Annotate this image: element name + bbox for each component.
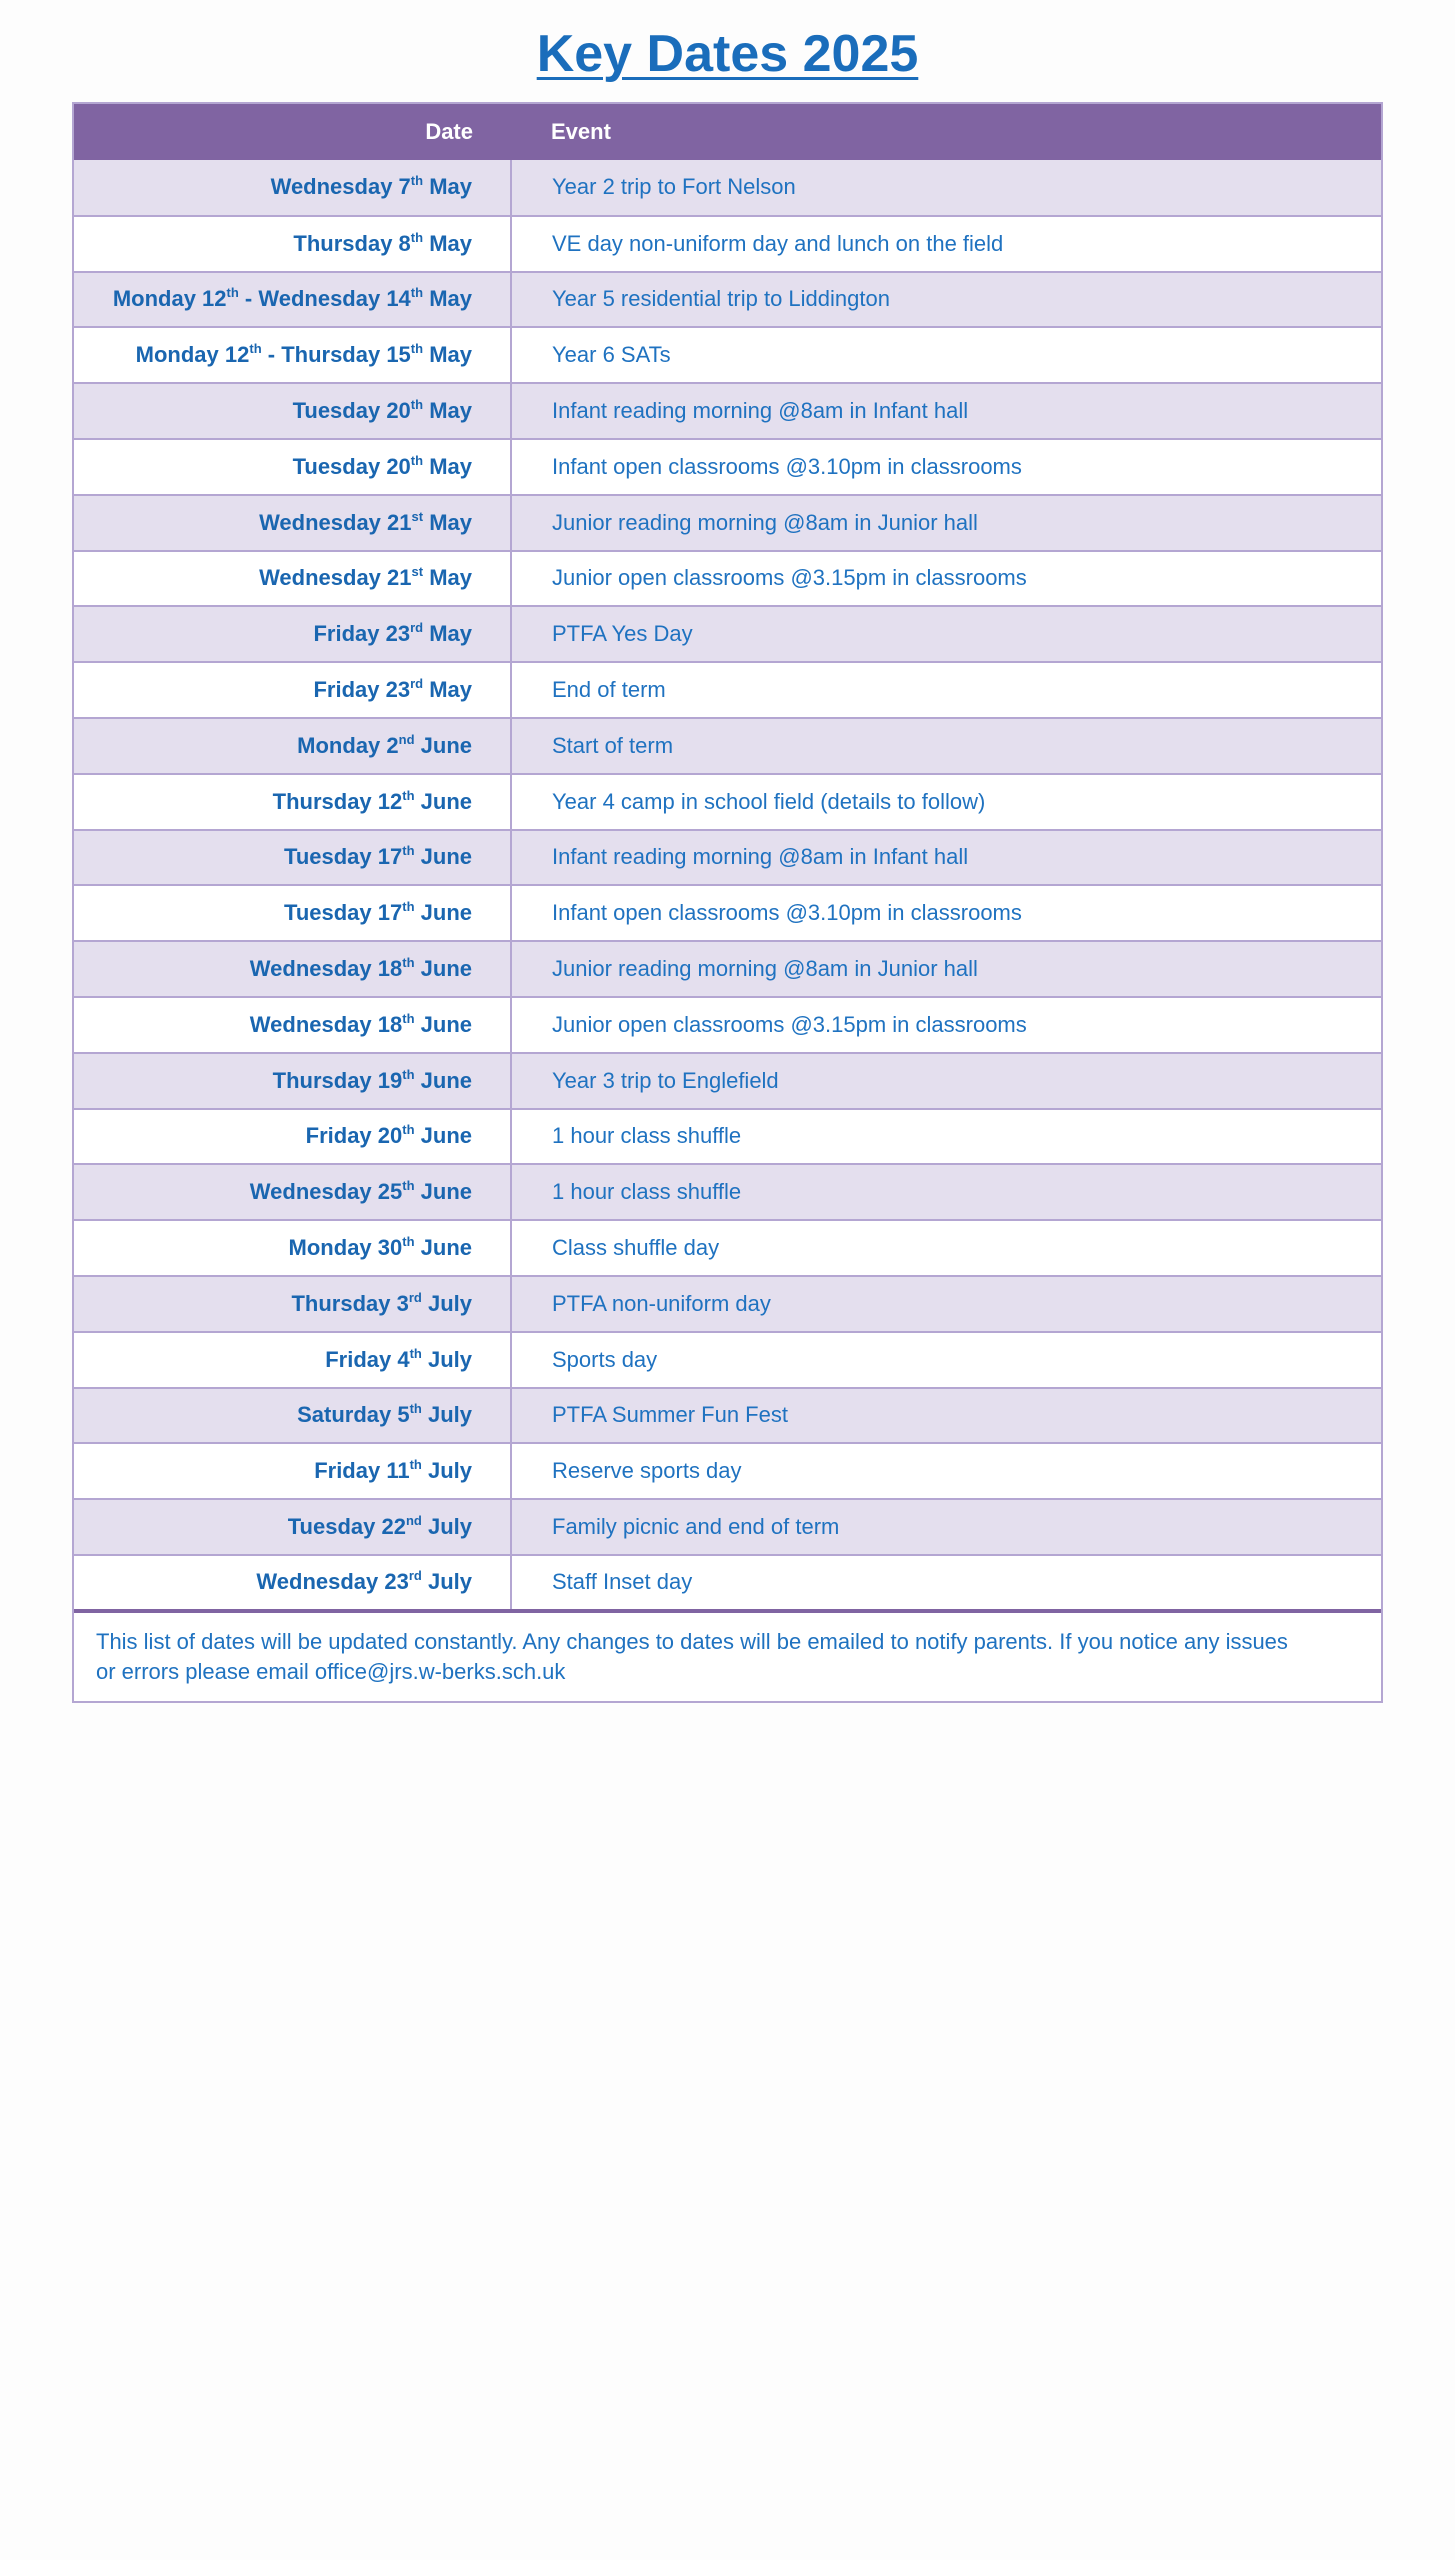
date-ordinal-suffix: th xyxy=(402,1122,415,1138)
date-ordinal-suffix: rd xyxy=(408,1568,422,1584)
table-row xyxy=(74,272,1381,328)
date-cell xyxy=(74,160,511,216)
event-cell: Family picnic and end of term xyxy=(511,1499,1381,1555)
table-row xyxy=(74,495,1381,551)
date-text: Friday 23 xyxy=(313,677,411,703)
date-cell xyxy=(74,1388,511,1444)
date-month: May xyxy=(423,174,472,200)
table-row xyxy=(74,216,1381,272)
table-row xyxy=(74,383,1381,439)
table-row xyxy=(74,1053,1381,1109)
date-month: May xyxy=(423,677,472,703)
event-cell: Reserve sports day xyxy=(511,1443,1381,1499)
event-cell: VE day non-uniform day and lunch on the field xyxy=(511,216,1381,272)
table-row xyxy=(74,1555,1381,1611)
table-row xyxy=(74,885,1381,941)
date-text: Friday 4 xyxy=(325,1346,410,1372)
date-text: Tuesday 20 xyxy=(292,398,411,424)
date-month: June xyxy=(414,1011,472,1037)
date-month: July xyxy=(421,1402,472,1428)
date-ordinal-suffix: th xyxy=(410,397,424,413)
event-cell: Infant reading morning @8am in Infant hall xyxy=(511,383,1381,439)
date-month: May xyxy=(423,565,472,591)
table-row xyxy=(74,1388,1381,1444)
date-cell xyxy=(74,327,511,383)
date-text: Monday 12 xyxy=(112,286,227,312)
date-ordinal-suffix: th xyxy=(409,1401,422,1417)
date-cell xyxy=(74,941,511,997)
table-row xyxy=(74,1443,1381,1499)
date-cell xyxy=(74,272,511,328)
date-ordinal-suffix: th xyxy=(410,173,424,189)
table-row xyxy=(74,718,1381,774)
table-row xyxy=(74,774,1381,830)
date-ordinal-suffix: th xyxy=(402,1234,415,1250)
event-cell: Junior open classrooms @3.15pm in classrooms xyxy=(511,551,1381,607)
date-cell xyxy=(74,1053,511,1109)
date-month: July xyxy=(421,1514,472,1540)
date-cell xyxy=(74,830,511,886)
date-text: Wednesday 23 xyxy=(256,1569,409,1595)
event-cell: Junior open classrooms @3.15pm in classrooms xyxy=(511,997,1381,1053)
date-month: July xyxy=(421,1346,472,1372)
date-ordinal-suffix: nd xyxy=(398,731,415,747)
date-ordinal-suffix: th xyxy=(410,285,424,301)
date-month: June xyxy=(414,1123,472,1149)
date-ordinal-suffix: th xyxy=(409,1345,422,1361)
table-row xyxy=(74,1164,1381,1220)
date-text: Tuesday 17 xyxy=(284,844,403,870)
table-row xyxy=(74,1220,1381,1276)
date-cell xyxy=(74,1109,511,1165)
date-ordinal-suffix: th xyxy=(410,229,424,245)
header-date: Date xyxy=(425,119,473,144)
event-cell: Junior reading morning @8am in Junior hall xyxy=(511,495,1381,551)
date-text: Thursday 19 xyxy=(272,1067,403,1093)
table-row xyxy=(74,160,1381,216)
date-text: Friday 11 xyxy=(314,1458,410,1484)
event-cell: PTFA Yes Day xyxy=(511,606,1381,662)
date-ordinal-suffix: th xyxy=(410,452,424,468)
date-text: Friday 23 xyxy=(313,621,411,647)
date-text: Wednesday 21 xyxy=(259,565,412,591)
date-ordinal-suffix: rd xyxy=(410,620,424,636)
event-cell: Sports day xyxy=(511,1332,1381,1388)
event-cell: Staff Inset day xyxy=(511,1555,1381,1611)
date-ordinal-suffix: th xyxy=(402,1010,415,1026)
update-note-line-2: or errors please email office@jrs.w-berks.sch.uk xyxy=(96,1658,566,1684)
date-text: Wednesday 21 xyxy=(259,509,412,535)
date-month: June xyxy=(414,732,472,758)
date-ordinal-suffix: th xyxy=(402,787,415,803)
date-text: Tuesday 20 xyxy=(292,453,411,479)
event-cell: Year 2 trip to Fort Nelson xyxy=(511,160,1381,216)
date-month: June xyxy=(414,1067,472,1093)
date-text: Thursday 3 xyxy=(291,1290,409,1316)
date-cell xyxy=(74,606,511,662)
date-month: May xyxy=(423,453,472,479)
event-cell: Infant open classrooms @3.10pm in classrooms xyxy=(511,885,1381,941)
event-cell: 1 hour class shuffle xyxy=(511,1164,1381,1220)
date-month: June xyxy=(414,1235,472,1261)
date-month: July xyxy=(421,1458,472,1484)
date-text: Thursday 12 xyxy=(272,788,403,814)
date-cell xyxy=(74,1164,511,1220)
date-text: Monday 30 xyxy=(288,1235,403,1261)
event-cell: Start of term xyxy=(511,718,1381,774)
table-row xyxy=(74,1332,1381,1388)
event-cell: Year 3 trip to Englefield xyxy=(511,1053,1381,1109)
date-month: May xyxy=(423,342,472,368)
date-cell xyxy=(74,495,511,551)
event-cell: Year 4 camp in school field (details to follow) xyxy=(511,774,1381,830)
date-month: May xyxy=(423,398,472,424)
date-month: June xyxy=(414,1179,472,1205)
date-cell xyxy=(74,1443,511,1499)
date-cell xyxy=(74,718,511,774)
event-cell: PTFA Summer Fun Fest xyxy=(511,1388,1381,1444)
event-cell: Year 5 residential trip to Liddington xyxy=(511,272,1381,328)
date-cell xyxy=(74,1499,511,1555)
event-cell: End of term xyxy=(511,662,1381,718)
header-row xyxy=(74,104,1381,160)
date-month: May xyxy=(423,286,472,312)
date-text: Tuesday 17 xyxy=(284,900,403,926)
date-text: - Thursday 15 xyxy=(261,342,411,368)
date-ordinal-suffix: th xyxy=(410,341,424,357)
date-cell xyxy=(74,551,511,607)
date-cell xyxy=(74,662,511,718)
table-row xyxy=(74,1276,1381,1332)
date-cell xyxy=(74,774,511,830)
date-text: Wednesday 18 xyxy=(249,1011,403,1037)
date-ordinal-suffix: th xyxy=(226,285,239,301)
date-text: Tuesday 22 xyxy=(287,1514,406,1540)
event-cell: PTFA non-uniform day xyxy=(511,1276,1381,1332)
date-cell xyxy=(74,383,511,439)
date-month: May xyxy=(423,509,472,535)
event-cell: Class shuffle day xyxy=(511,1220,1381,1276)
table-row xyxy=(74,439,1381,495)
header-event: Event xyxy=(551,119,611,144)
date-cell xyxy=(74,885,511,941)
event-cell: Junior reading morning @8am in Junior hall xyxy=(511,941,1381,997)
update-note-line-1: This list of dates will be updated constantly. Any changes to dates will be emailed to notify parents. If you notice any issues xyxy=(96,1628,1288,1654)
date-ordinal-suffix: rd xyxy=(408,1289,422,1305)
table-row xyxy=(74,662,1381,718)
table-row xyxy=(74,997,1381,1053)
date-text: Wednesday 25 xyxy=(249,1179,403,1205)
date-month: May xyxy=(423,230,472,256)
date-month: July xyxy=(421,1569,472,1595)
table-body xyxy=(74,160,1381,1611)
table-header xyxy=(74,104,1381,160)
date-text: Monday 2 xyxy=(297,732,399,758)
date-ordinal-suffix: th xyxy=(402,843,415,859)
event-cell: 1 hour class shuffle xyxy=(511,1109,1381,1165)
event-cell: Infant open classrooms @3.10pm in classrooms xyxy=(511,439,1381,495)
table-row xyxy=(74,551,1381,607)
date-ordinal-suffix: th xyxy=(409,1457,422,1473)
date-month: June xyxy=(414,956,472,982)
date-text: Wednesday 7 xyxy=(270,174,411,200)
event-cell: Year 6 SATs xyxy=(511,327,1381,383)
update-note xyxy=(74,1613,1381,1701)
date-text: Monday 12 xyxy=(135,342,250,368)
table-row xyxy=(74,830,1381,886)
document-page xyxy=(72,0,1383,1684)
date-ordinal-suffix: th xyxy=(402,1178,415,1194)
table-row xyxy=(74,606,1381,662)
date-ordinal-suffix: th xyxy=(402,955,415,971)
table-row xyxy=(74,327,1381,383)
date-ordinal-suffix: th xyxy=(249,341,262,357)
date-ordinal-suffix: th xyxy=(402,899,415,915)
date-month: June xyxy=(414,900,472,926)
date-cell xyxy=(74,439,511,495)
date-text: Friday 20 xyxy=(305,1123,403,1149)
date-cell xyxy=(74,216,511,272)
date-ordinal-suffix: st xyxy=(411,564,424,580)
date-ordinal-suffix: nd xyxy=(405,1513,422,1529)
date-text: Saturday 5 xyxy=(297,1402,410,1428)
date-text: - Wednesday 14 xyxy=(238,286,411,312)
date-month: June xyxy=(414,788,472,814)
date-month: July xyxy=(421,1290,472,1316)
event-cell: Infant reading morning @8am in Infant hall xyxy=(511,830,1381,886)
date-cell xyxy=(74,997,511,1053)
date-ordinal-suffix: rd xyxy=(410,676,424,692)
date-month: June xyxy=(414,844,472,870)
table-row xyxy=(74,941,1381,997)
date-ordinal-suffix: th xyxy=(402,1066,415,1082)
table-row xyxy=(74,1109,1381,1165)
key-dates-table xyxy=(74,104,1381,1613)
date-month: May xyxy=(423,621,472,647)
date-text: Wednesday 18 xyxy=(249,956,403,982)
date-cell xyxy=(74,1555,511,1611)
table-row xyxy=(74,1499,1381,1555)
date-text: Thursday 8 xyxy=(293,230,411,256)
page-title: Key Dates 2025 xyxy=(536,25,919,83)
date-cell xyxy=(74,1332,511,1388)
key-dates-table-container xyxy=(72,102,1383,1703)
date-cell xyxy=(74,1276,511,1332)
date-ordinal-suffix: st xyxy=(411,508,424,524)
date-cell xyxy=(74,1220,511,1276)
